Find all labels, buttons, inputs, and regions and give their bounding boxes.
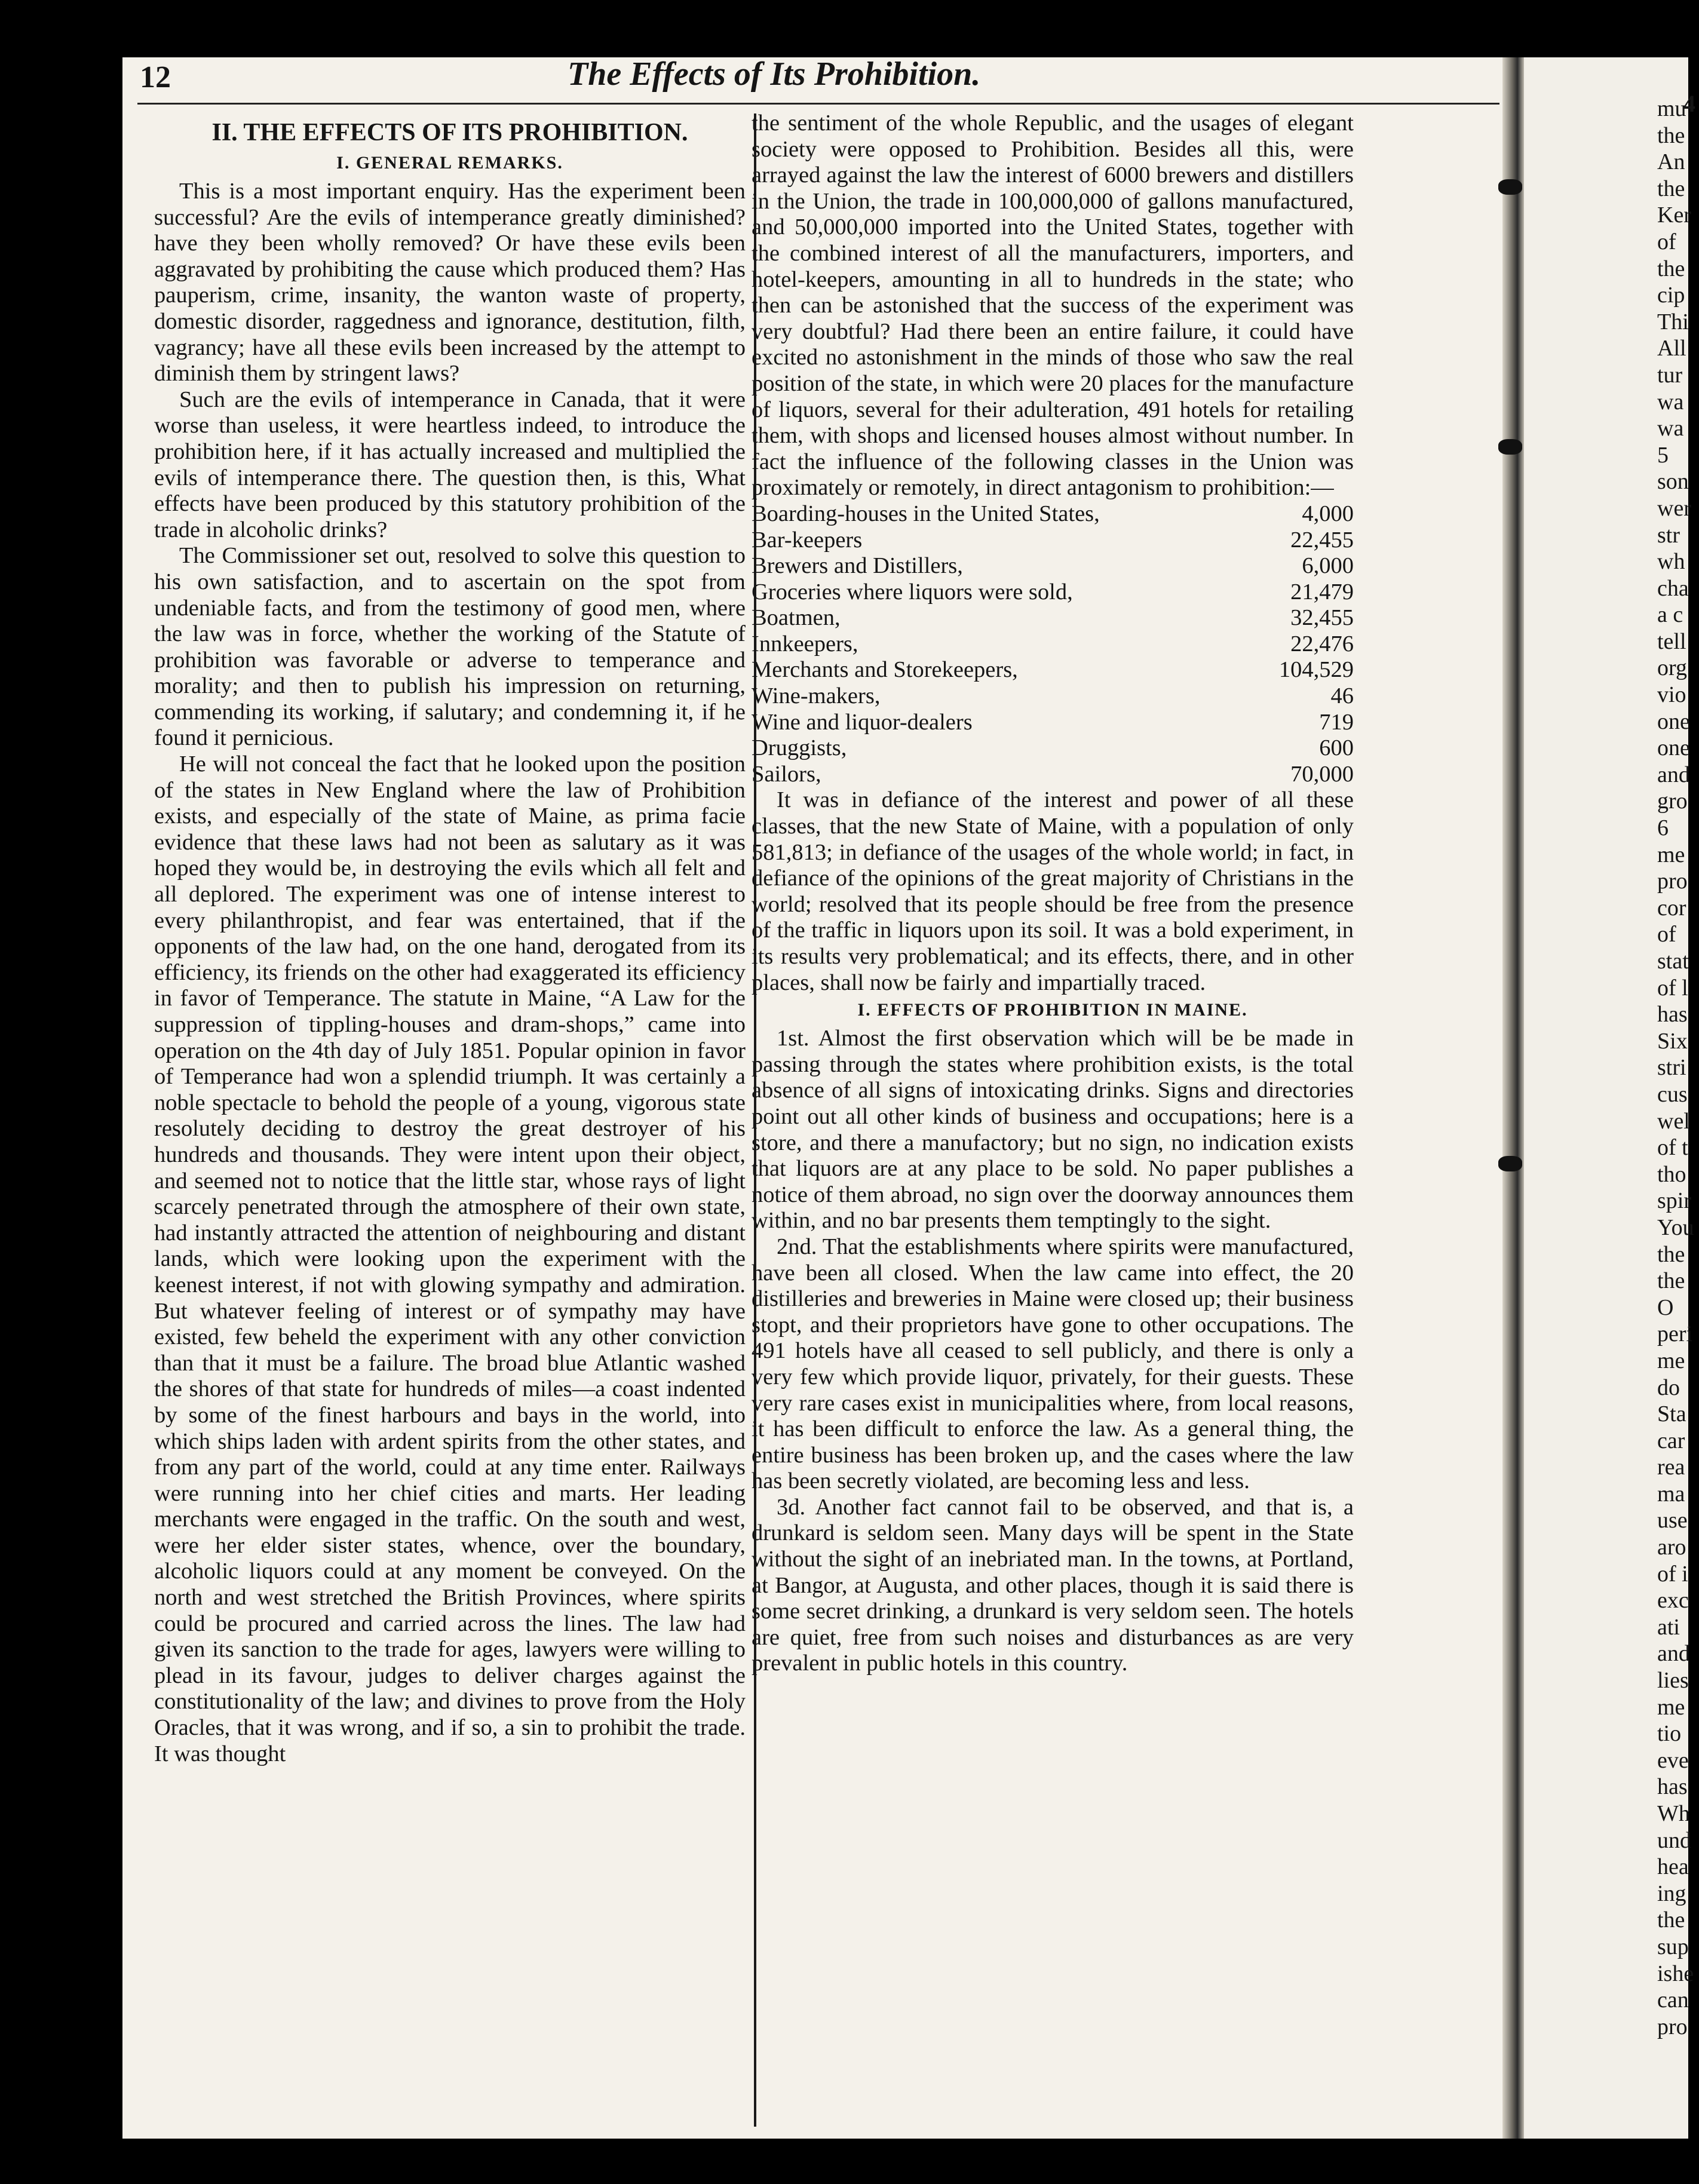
facing-page-fragment: ati [1657, 1614, 1680, 1640]
facing-page-fragment: the [1657, 1241, 1685, 1267]
facing-page-fragment: rea [1657, 1455, 1685, 1480]
facing-page-fragment: gro [1657, 789, 1688, 814]
table-row [752, 631, 1354, 658]
facing-page-fragment: me [1657, 1694, 1685, 1720]
occupation-label [752, 762, 1228, 788]
section-title: II. THE EFFECTS OF ITS PROHIBITION. [211, 119, 688, 146]
facing-page-fragment: do [1657, 1375, 1680, 1400]
header-rule [137, 103, 1499, 105]
facing-page-fragment: ma [1657, 1481, 1685, 1507]
facing-page-fragment: has [1657, 1002, 1688, 1027]
facing-page-fragment: eve [1657, 1747, 1689, 1773]
occupation-count: 70,000 [1290, 761, 1354, 787]
table-row [752, 735, 1354, 762]
occupation-label [752, 735, 1228, 762]
occupation-count: 32,455 [1290, 605, 1354, 631]
page-number: 12 [140, 60, 171, 94]
facing-page-fragment: tur [1657, 362, 1683, 388]
facing-page-fragment: of t [1657, 1135, 1688, 1161]
facing-page-fragment: the [1657, 1268, 1685, 1294]
paragraph: The Commissioner set out, resolved to solve this question to his own satisfaction, and to ascertain on the spot from undeniable facts, and from the testimony of good men, where the law was in force, whether the working of the Statute of prohibition was favorable or adverse to temperance and morality; and then to publish his impression on returning, commending its working, if salutary; and condemning it, if he found it pernicious. [154, 543, 746, 751]
occupation-label [752, 579, 1228, 606]
facing-page-number: 4 [1683, 90, 1695, 117]
facing-page-fragment: the [1657, 256, 1685, 281]
binding-mark [1498, 1156, 1522, 1171]
book-gutter [1502, 57, 1524, 2139]
facing-page-fragment: und [1657, 1827, 1691, 1853]
facing-page-fragment: son [1657, 469, 1689, 495]
occupation-count: 46 [1330, 683, 1354, 709]
facing-page-fragment: use [1657, 1508, 1688, 1533]
facing-page-fragment: You [1657, 1214, 1694, 1240]
facing-page-fragment: tio [1657, 1721, 1682, 1747]
paragraph: Such are the evils of intemperance in Canada, that it were worse than useless, it were heartless indeed, to introduce the prohibition here, if it has actually increased and multiplied the evils of intemperance there. The question then, is this, What effects have been produced by this statutory prohibition of the trade in alcoholic drinks? [154, 387, 746, 542]
facing-page-fragment: wel [1657, 1108, 1690, 1134]
subsection-heading: I. EFFECTS OF PROHIBITION IN MAINE. [857, 1000, 1248, 1020]
facing-page-fragment: O [1657, 1295, 1674, 1320]
facing-page-fragment: org [1657, 655, 1687, 681]
facing-page-fragment: 6 [1657, 815, 1669, 841]
occupation-count: 21,479 [1290, 579, 1354, 605]
table-row [752, 605, 1354, 631]
facing-page-fragment: wa [1657, 416, 1684, 441]
occupation-count: 22,455 [1290, 527, 1354, 553]
facing-page-fragment: An [1657, 149, 1685, 175]
occupation-label [752, 631, 1228, 658]
facing-page-fragment: of [1657, 229, 1676, 254]
paragraph: He will not conceal the fact that he looked upon the position of the states in New England where the law of Prohibition exists, and especially of the state of Maine, as prima facie evidence that these laws had not been as salutary as it was hoped they would be, in destroying the evils which all felt and all deplored. The experiment was one of intense interest to every philanthropist, and fear was entertained, that if the opponents of the law had, on the one hand, derogated from its efficiency, its friends on the other had exaggerated its efficiency in favor of Temperance. The statute in Maine, “A Law for the suppression of tippling-houses and dram-shops,” came into operation on the 4th day of July 1851. Popular opinion in favor of Temperance had won a splendid triumph. It was certainly a noble spectacle to behold the people of a young, vigorous state resolutely deciding to destroy the great destroyer of his hundreds and thousands. They were intent upon their object, and seemed not to notice that the little star, whose rays of light scarcely penetrated through the atmosphere of their own state, had instantly attracted the attention of neighbouring and distant lands, which were looking upon the experiment with the keenest interest, if not with glowing sympathy and admiration. But whatever feeling of interest or of sympathy may have existed, few beheld the experiment with any other conviction than that it must be a failure. The broad blue Atlantic washed the shores of that state for hundreds of miles—a coast indented by some of the finest harbours and bays in the world, into which ships laden with ardent spirits from the other states, and from any part of the world, could at any time enter. Railways were running into her chief cities and marts. Her leading merchants were engaged in the traffic. On the south and west, were her elder sister states, whence, over the boundary, alcoholic liquors could at any moment be conveyed. On the north and west stretched the British Provinces, where spirits could be procured and carried across the lines. The law had given its sanction to the trade for ages, lawyers were willing to plead in its favour, judges to deliver charges against the constitutionality of the law; and divines to prove from the Holy Oracles, that it was wrong, and if so, a sin to prohibit the trade. It was thought [154, 751, 746, 1766]
occupation-table [752, 501, 1354, 788]
occupation-count: 6,000 [1302, 553, 1354, 579]
table-row [752, 501, 1354, 527]
occupation-label-text: Wine and liquor-dealers [752, 709, 973, 735]
facing-page-fragment: str [1657, 522, 1680, 548]
middle-column [752, 111, 1354, 1677]
facing-page-fragment: one [1657, 735, 1690, 761]
occupation-label-text: Brewers and Distillers, [752, 553, 963, 579]
occupation-count: 4,000 [1302, 501, 1354, 526]
facing-page-fragment: Sta [1657, 1401, 1686, 1427]
facing-page-fragment: exc [1657, 1588, 1689, 1614]
binding-mark [1498, 439, 1522, 455]
paragraph: the sentiment of the whole Republic, and the usages of elegant society were opposed to Prohibition. Besides all this, were arrayed against the law the interest of 6000 brewers and distillers in the Union, the trade in 100,000,000 of gallons manufactured, and 50,000,000 imported into the United States, together with the combined interest of all the manufacturers, importers, and hotel-keepers, amounting in all to hundreds in the state; who then can be astonished that the success of the experiment was very doubtful? Had there been an entire failure, it could have excited no astonishment in the minds of those who saw the real position of the state, in which were 20 places for the manufacture of liquors, several for their adulteration, 491 hotels for retailing them, with shops and licensed houses almost without number. In fact the influence of the following classes in the Union was proximately or remotely, in direct antagonism to prohibition:— [752, 111, 1354, 501]
facing-page-fragment: the [1657, 176, 1685, 201]
table-row [752, 579, 1354, 606]
occupation-label [752, 553, 1228, 579]
facing-page-fragment: pro [1657, 2014, 1688, 2039]
facing-page-fragment: vio [1657, 682, 1686, 708]
occupation-label-text: Bar-keepers [752, 527, 863, 553]
binding-mark [1498, 179, 1522, 195]
facing-page-fragment: sup [1657, 1934, 1689, 1959]
facing-page-fragment: spir [1657, 1188, 1691, 1214]
facing-page-fragment: Wh [1657, 1801, 1690, 1826]
facing-page-fragment: the [1657, 1907, 1685, 1933]
occupation-count: 600 [1319, 735, 1354, 761]
facing-page-fragment: one [1657, 708, 1690, 734]
facing-page-fragment: Six [1657, 1028, 1688, 1054]
occupation-count: 22,476 [1290, 631, 1354, 657]
facing-page-fragment: a c [1657, 602, 1683, 628]
facing-page-fragment: and [1657, 1641, 1690, 1667]
facing-page-fragment: of i [1657, 1561, 1688, 1587]
table-row [752, 762, 1354, 788]
paragraph: 2nd. That the establishments where spirits were manufactured, have been all closed. When the law came into effect, the 20 distilleries and breweries in Maine were closed up; their business stopt, and their proprietors have gone to other occupations. The 491 hotels have all ceased to sell publicly, and there is only a very few which provide liquor, privately, for their guests. These very rare cases exist in municipalities where, from local reasons, it has been difficult to enforce the law. As a general thing, the entire business has been broken up, and the cases where the law has been secretly violated, are becoming less and less. [752, 1234, 1354, 1494]
occupation-label [752, 710, 1228, 736]
facing-page-fragment: tho [1657, 1161, 1686, 1187]
facing-page-fragment: stri [1657, 1055, 1686, 1081]
occupation-label-text: Innkeepers, [752, 631, 858, 657]
facing-page-fragment: 5 [1657, 442, 1669, 468]
facing-page-text [1657, 96, 1694, 2040]
occupation-label-text: Boatmen, [752, 605, 841, 631]
facing-page-fragment: peri [1657, 1321, 1693, 1347]
facing-page-fragment: Thi [1657, 309, 1689, 335]
facing-page-fragment: of [1657, 922, 1676, 947]
facing-page-fragment: cha [1657, 575, 1689, 601]
facing-page-fragment: cip [1657, 283, 1685, 308]
occupation-label [752, 683, 1228, 710]
table-row [752, 527, 1354, 554]
facing-page-fragment: tell [1657, 628, 1686, 654]
occupation-label [752, 605, 1228, 631]
occupation-label-text: Wine-makers, [752, 683, 881, 709]
paragraph: This is a most important enquiry. Has the experiment been successful? Are the evils of intemperance greatly diminished? have they been wholly removed? Or have these evils been aggravated by prohibiting the cause which produced them? Has pauperism, crime, insanity, the wanton waste of property, domestic disorder, raggedness and ignorance, destitution, filth, vagrancy; have all these evils been increased by the attempt to diminish them by stringent laws? [154, 179, 746, 387]
occupation-label-text: Boarding-houses in the United States, [752, 501, 1100, 526]
occupation-count: 719 [1319, 709, 1354, 735]
table-row [752, 683, 1354, 710]
facing-page-fragment: me [1657, 842, 1685, 867]
facing-page-fragment: cus [1657, 1081, 1688, 1107]
facing-page-fragment: has [1657, 1774, 1688, 1800]
occupation-label [752, 527, 1228, 554]
left-column [154, 111, 746, 1767]
occupation-label-text: Merchants and Storekeepers, [752, 657, 1018, 683]
facing-page-fragment: lies [1657, 1668, 1689, 1694]
running-head: The Effects of Its Prohibition. [568, 56, 981, 93]
occupation-label-text: Sailors, [752, 761, 821, 787]
facing-page-fragment: wer [1657, 495, 1691, 521]
facing-page-fragment: me [1657, 1348, 1685, 1373]
facing-page-fragment: ing [1657, 1881, 1686, 1906]
occupation-label [752, 657, 1228, 683]
occupation-label-text: Groceries where liquors were sold, [752, 579, 1073, 605]
facing-page-fragment: and [1657, 762, 1690, 787]
facing-page-fragment: wa [1657, 389, 1684, 415]
paragraph: It was in defiance of the interest and power of all these classes, that the new State of Maine, with a population of only 581,813; in defiance of the usages of the whole world; in fact, in defiance of the opinions of the great majority of Christians in the world; resolved that its people should be free from the presence of the traffic in liquors upon its soil. It was a bold experiment, in its results very problematical; and its effects, there, and in other places, shall now be fairly and impartially traced. [752, 787, 1354, 995]
occupation-count: 104,529 [1278, 657, 1354, 683]
table-row [752, 553, 1354, 579]
facing-page-fragment: of l [1657, 975, 1688, 1001]
table-row [752, 710, 1354, 736]
scan-border-left [0, 0, 122, 2184]
facing-page-fragment: can [1657, 1987, 1689, 2013]
facing-page-fragment: aro [1657, 1535, 1686, 1560]
occupation-label [752, 501, 1228, 527]
facing-page-fragment: the [1657, 122, 1685, 148]
facing-page-fragment: car [1657, 1428, 1685, 1453]
scan-border-top [0, 0, 1699, 57]
occupation-label-text: Druggists, [752, 735, 847, 761]
subsection-heading: I. GENERAL REMARKS. [336, 153, 563, 173]
scan-border-bottom [0, 2139, 1699, 2184]
facing-page-fragment: Ker [1657, 203, 1691, 228]
paragraph: 1st. Almost the first observation which will be be made in passing through the states where prohibition exists, is the total absence of all signs of intoxicating drinks. Signs and directories point out all other kinds of business and occupations; here is a store, and there a manufactory; but no sign, no indication exists that liquors are at any place to be sold. No paper publishes a notice of them abroad, no sign over the doorway announces them within, and no bar presents them temptingly to the sight. [752, 1026, 1354, 1234]
facing-page-fragment: cor [1657, 895, 1686, 921]
facing-page-fragment: All [1657, 336, 1686, 361]
facing-page-fragment: ishe [1657, 1961, 1694, 1986]
facing-page-fragment: hea [1657, 1854, 1689, 1880]
paragraph: 3d. Another fact cannot fail to be observed, and that is, a drunkard is seldom seen. Many days will be spent in the State without the sight of an inebriated man. In the towns, at Portland, at Bangor, at Augusta, and other places, though it is said there is some secret drinking, a drunkard is very seldom seen. The hotels are quiet, free from such noises and disturbances as are very prevalent in public hotels in this country. [752, 1494, 1354, 1676]
facing-page-fragment: stat [1657, 949, 1689, 974]
facing-page-fragment: mu [1657, 96, 1686, 121]
facing-page-fragment: pro [1657, 869, 1688, 894]
facing-page-fragment: wh [1657, 549, 1685, 575]
table-row [752, 657, 1354, 683]
